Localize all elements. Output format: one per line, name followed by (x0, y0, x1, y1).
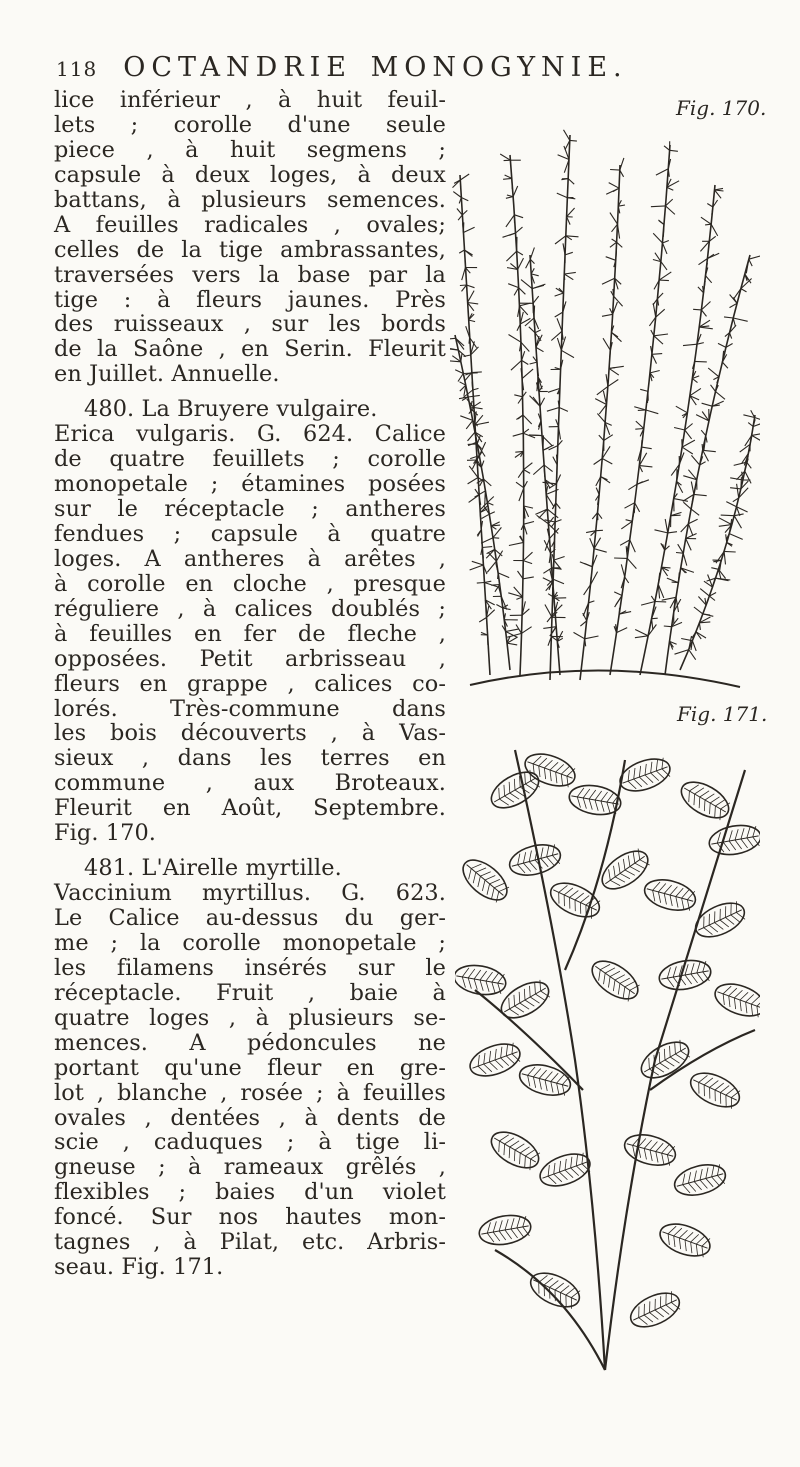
text-line: portant qu'une fleur en gre- (54, 1054, 446, 1081)
figure-reference: Fig. 170. (54, 820, 157, 847)
heather-engraving (450, 115, 760, 690)
text-line: tagnes , à Pilat, etc. Arbris- (54, 1229, 446, 1256)
text-line: sieux , dans les terres en (54, 745, 446, 772)
entry-heading-480: 480. La Bruyere vulgaire. (84, 396, 378, 423)
text-line: seau. Fig. 171. (54, 1254, 224, 1281)
bilberry-engraving (455, 730, 760, 1380)
heather-illustration (450, 115, 760, 690)
text-line: opposées. Petit arbrisseau , (54, 645, 446, 672)
text-line: des ruisseaux , sur les bords (54, 311, 446, 338)
text-line: flexibles ; baies d'un violet (54, 1179, 446, 1206)
page-number: 118 (56, 57, 98, 81)
text-line: scie , caduques ; à tige li- (54, 1129, 446, 1156)
entry-heading-481: 481. L'Airelle myrtille. (84, 855, 342, 882)
text-line: Vaccinium myrtillus. G. 623. (54, 880, 446, 907)
text-line: lice inférieur , à huit feuil- (54, 87, 446, 113)
text-line: loges. A antheres à arêtes , (54, 545, 446, 572)
text-line: les filamens insérés sur le (54, 954, 446, 981)
text-line: gneuse ; à rameaux grêlés , (54, 1154, 446, 1181)
text-line: lot , blanche , rosée ; à feuilles (54, 1079, 446, 1106)
figure-170-label: Fig. 170. (676, 96, 767, 120)
text-line: réguliere , à calices doublés ; (54, 595, 446, 622)
running-title-left: OCTANDRIE (123, 52, 352, 83)
text-line: celles de la tige ambrassantes, (54, 236, 446, 263)
text-line: quatre loges , à plusieurs se- (54, 1004, 446, 1031)
text-line: à feuilles en fer de fleche , (54, 620, 446, 647)
text-line: capsule à deux loges, à deux (54, 161, 446, 188)
text-line: battans, à plusieurs semences. (54, 186, 446, 213)
text-line: Fleurit en Août, Septembre. (54, 795, 446, 822)
text-line: monopetale ; étamines posées (54, 471, 446, 498)
text-line: lorés. Très-commune dans (54, 695, 446, 722)
text-line: à corolle en cloche , presque (54, 570, 446, 597)
text-line: de la Saône , en Serin. Fleurit (54, 336, 446, 363)
text-line: commune , aux Broteaux. (54, 770, 446, 797)
text-line: mences. A pédoncules ne (54, 1029, 446, 1056)
bilberry-illustration (455, 730, 760, 1380)
text-line: traversées vers la base par la (54, 261, 446, 288)
text-line: fleurs en grappe , calices co- (54, 670, 446, 697)
text-line: tige : à fleurs jaunes. Près (54, 286, 446, 313)
text-line: Erica vulgaris. G. 624. Calice (54, 421, 446, 448)
page-header (56, 52, 746, 88)
running-title-right: MONOGYNIE. (370, 52, 628, 83)
text-line: me ; la corolle monopetale ; (54, 929, 446, 956)
text-line: piece , à huit segmens ; (54, 136, 446, 163)
text-column (54, 88, 446, 1280)
text-line: ovales , dentées , à dents de (54, 1104, 446, 1131)
text-line: fendues ; capsule à quatre (54, 520, 446, 547)
text-line: réceptacle. Fruit , baie à (54, 979, 446, 1006)
text-line: Le Calice au-dessus du ger- (54, 905, 446, 931)
figure-171-label: Fig. 171. (677, 702, 768, 726)
text-line: sur le réceptacle ; antheres (54, 496, 446, 522)
text-line: A feuilles radicales , ovales; (54, 211, 446, 238)
text-line: foncé. Sur nos hautes mon- (54, 1204, 446, 1231)
text-line: les bois découverts , à Vas- (54, 720, 446, 747)
text-line: de quatre feuillets ; corolle (54, 446, 446, 473)
text-line: lets ; corolle d'une seule (54, 111, 446, 138)
text-line: en Juillet. Annuelle. (54, 361, 280, 388)
